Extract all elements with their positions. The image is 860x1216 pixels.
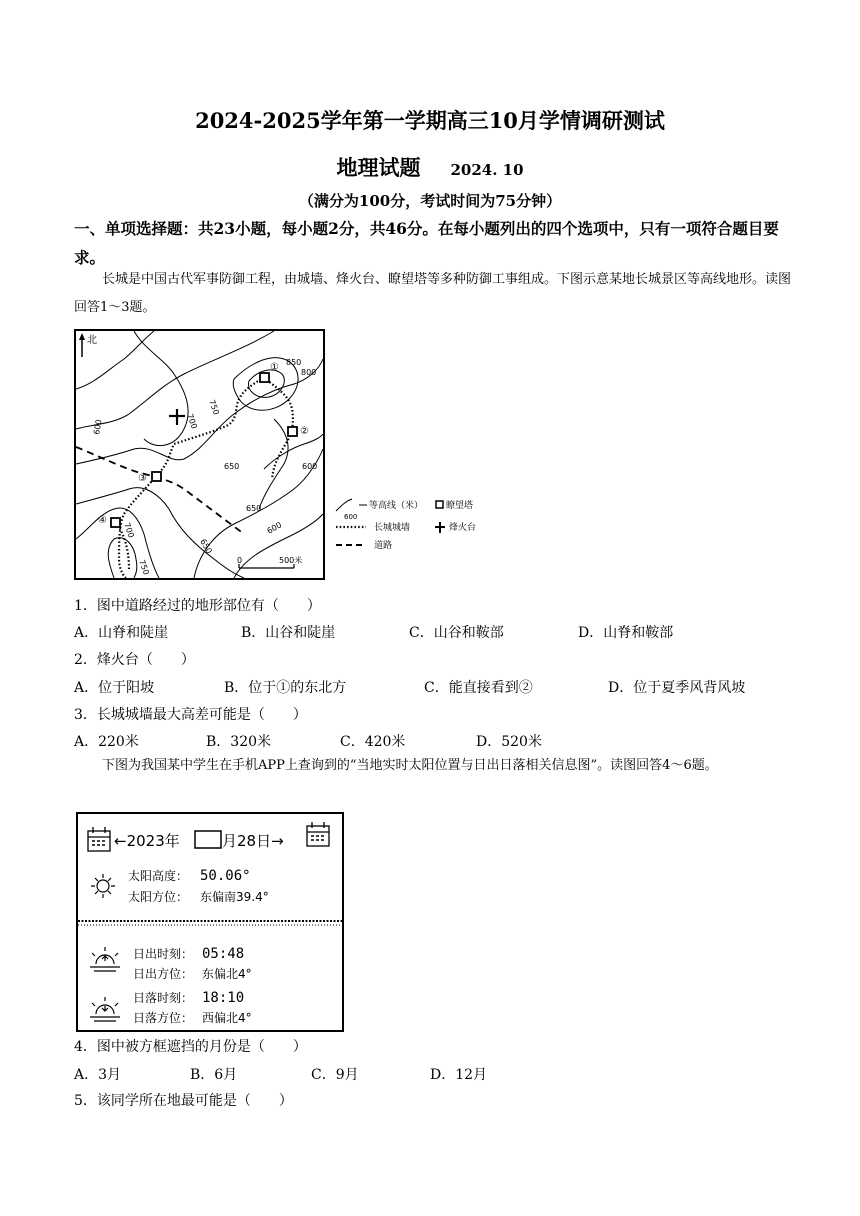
tower-label-1: ① <box>270 362 279 373</box>
legend-beacon-icon <box>435 522 445 533</box>
contour-map <box>74 329 504 581</box>
svg-text:750: 750 <box>137 558 151 577</box>
tower-label-4: ④ <box>98 515 107 526</box>
date-suffix: 月28日→ <box>222 832 284 850</box>
svg-text:500米: 500米 <box>279 556 303 565</box>
q4-option-d[interactable]: D．12月 <box>430 1067 488 1083</box>
svg-text:650: 650 <box>224 462 240 471</box>
q1-option-a[interactable]: A．山脊和陡崖 <box>74 625 169 641</box>
watchtower-4-icon <box>111 518 120 527</box>
question-3-stem: 3．长城城墙最大高差可能是（ ） <box>74 707 307 723</box>
intro-paragraph-1: 长城是中国古代军事防御工程，由城墙、烽火台、瞭望塔等多种防御工事组成。下图示意某地长城景区等高线地形。读图回答1～3题。 <box>74 272 792 315</box>
exam-title: 2024-2025学年第一学期高三10月学情调研测试 <box>195 108 665 133</box>
map-legend <box>336 499 476 551</box>
calendar-right-icon <box>307 822 329 846</box>
sunset-time-label: 日落时刻： <box>133 991 194 1005</box>
svg-text:650: 650 <box>198 537 214 556</box>
section-heading: 一、单项选择题：共23小题，每小题2分，共46分。在每小题列出的四个选项中，只有一项符合题目要求。 <box>74 219 779 267</box>
north-label: 北 <box>87 335 97 346</box>
sun-icon <box>91 874 115 898</box>
svg-text:600: 600 <box>302 462 318 471</box>
subject-title: 地理试题 <box>336 155 421 180</box>
svg-text:750: 750 <box>207 398 221 417</box>
q1-option-c[interactable]: C．山谷和鞍部 <box>409 625 504 641</box>
q3-option-a[interactable]: A．220米 <box>74 734 139 750</box>
q3-option-c[interactable]: C．420米 <box>340 734 406 750</box>
intro-paragraph-2: 下图为我国某中学生在手机APP上查询到的“当地实时太阳位置与日出日落相关信息图”。读图回答4～6题。 <box>102 758 718 773</box>
svg-text:800: 800 <box>301 368 317 377</box>
sunrise-dir-value: 东偏北4° <box>202 967 252 981</box>
sunrise-icon <box>90 947 120 971</box>
sunrise-dir-label: 日出方位： <box>133 967 194 981</box>
svg-text:瞭望塔: 瞭望塔 <box>446 501 474 511</box>
question-1-stem: 1．图中道路经过的地形部位有（ ） <box>74 598 321 614</box>
svg-text:700: 700 <box>122 521 136 540</box>
app-info-panel <box>78 814 342 1030</box>
tower-label-2: ② <box>300 426 309 437</box>
q2-option-b[interactable]: B．位于①的东北方 <box>224 680 347 696</box>
q4-option-c[interactable]: C．9月 <box>311 1067 359 1083</box>
q4-option-a[interactable]: A．3月 <box>74 1067 122 1083</box>
q3-option-b[interactable]: B．320米 <box>206 734 272 750</box>
q1-option-d[interactable]: D．山脊和鞍部 <box>578 625 674 641</box>
sunrise-time-value: 05:48 <box>202 946 245 962</box>
svg-text:850: 850 <box>286 358 302 367</box>
q3-option-d[interactable]: D．520米 <box>476 734 542 750</box>
sunset-icon <box>90 997 120 1021</box>
tower-label-3: ③ <box>138 473 147 484</box>
q4-option-b[interactable]: B．6月 <box>190 1067 238 1083</box>
watchtower-3-icon <box>152 472 161 481</box>
question-2-stem: 2．烽火台（ ） <box>74 652 195 668</box>
watchtower-2-icon <box>288 427 297 436</box>
sunrise-time-label: 日出时刻： <box>133 947 194 961</box>
q1-option-b[interactable]: B．山谷和陡崖 <box>241 625 336 641</box>
svg-text:600: 600 <box>92 418 104 436</box>
q2-option-a[interactable]: A．位于阳坡 <box>74 680 155 696</box>
svg-text:0: 0 <box>237 556 243 565</box>
question-4-stem: 4．图中被方框遮挡的月份是（ ） <box>74 1039 307 1055</box>
legend-contour-icon <box>336 499 352 511</box>
contour-map-figure <box>74 329 504 581</box>
sun-altitude-label: 太阳高度： <box>128 869 189 883</box>
svg-text:650: 650 <box>246 504 262 513</box>
q2-option-c[interactable]: C．能直接看到② <box>424 680 533 696</box>
date-prefix: ←2023年 <box>114 832 180 850</box>
svg-text:700: 700 <box>185 412 199 431</box>
hidden-month-box <box>195 831 221 848</box>
q2-option-d[interactable]: D．位于夏季风背风坡 <box>608 680 746 696</box>
question-5-stem: 5．该同学所在地最可能是（ ） <box>74 1093 293 1109</box>
exam-note: （满分为100分，考试时间为75分钟） <box>298 192 562 210</box>
svg-text:等高线（米）: 等高线（米） <box>369 501 424 511</box>
svg-text:烽火台: 烽火台 <box>449 523 477 533</box>
exam-subtitle <box>0 152 860 182</box>
svg-text:600: 600 <box>265 520 284 536</box>
sunset-dir-value: 西偏北4° <box>202 1011 252 1025</box>
sun-azimuth-label: 太阳方位： <box>128 890 189 904</box>
legend-tower-icon <box>436 501 443 508</box>
sunset-dir-label: 日落方位： <box>133 1011 194 1025</box>
app-info-figure <box>76 812 344 1032</box>
watchtower-1-icon <box>260 373 269 382</box>
svg-text:长城城墙: 长城城墙 <box>374 523 411 533</box>
sunset-time-value: 18:10 <box>202 990 245 1006</box>
svg-text:道路: 道路 <box>374 541 393 551</box>
svg-text:600: 600 <box>344 513 358 521</box>
calendar-left-icon <box>88 827 110 851</box>
sun-azimuth-value: 东偏南39.4° <box>200 890 269 904</box>
exam-date: 2024. 10 <box>450 161 524 179</box>
sun-altitude-value: 50.06° <box>200 868 251 884</box>
